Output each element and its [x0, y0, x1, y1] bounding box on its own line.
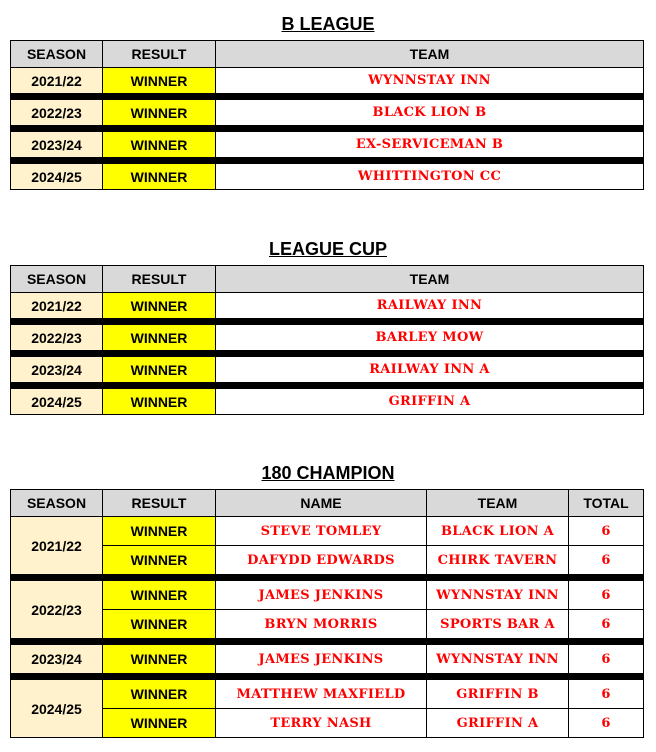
- team-cell: WYNNSTAY INN: [427, 581, 569, 610]
- table-row: [11, 357, 644, 383]
- total-cell: 6: [569, 680, 644, 709]
- team-cell: GRIFFIN A: [427, 709, 569, 738]
- result-cell: WINNER: [103, 293, 216, 319]
- season-cell: 2024/25: [11, 164, 103, 190]
- total-cell: 6: [569, 610, 644, 639]
- result-header: RESULT: [103, 490, 216, 517]
- name-header: NAME: [216, 490, 427, 517]
- season-cell: 2024/25: [11, 680, 103, 738]
- league-cup-title: LEAGUE CUP: [268, 239, 387, 259]
- name-cell: DAFYDD EDWARDS: [216, 546, 427, 575]
- table-row: [11, 517, 644, 546]
- table-row: [11, 389, 644, 415]
- season-cell: 2022/23: [11, 100, 103, 126]
- result-cell: WINNER: [103, 680, 216, 709]
- table-row: [11, 709, 644, 738]
- result-cell: WINNER: [103, 581, 216, 610]
- team-header: TEAM: [216, 41, 644, 68]
- team-cell: SPORTS BAR A: [427, 610, 569, 639]
- team-cell: CHIRK TAVERN: [427, 546, 569, 575]
- champion-180-table: [10, 489, 644, 738]
- team-cell: BLACK LION A: [427, 517, 569, 546]
- team-header: TEAM: [427, 490, 569, 517]
- team-cell: RAILWAY INN A: [216, 357, 644, 383]
- result-cell: WINNER: [103, 100, 216, 126]
- season-cell: 2023/24: [11, 132, 103, 158]
- team-cell: BLACK LION B: [216, 100, 644, 126]
- season-header: SEASON: [11, 266, 103, 293]
- name-cell: STEVE TOMLEY: [216, 517, 427, 546]
- season-cell: 2021/22: [11, 68, 103, 94]
- table-row: [11, 581, 644, 610]
- team-cell: WYNNSTAY INN: [427, 645, 569, 674]
- table-header-row: [11, 490, 644, 517]
- table-row: [11, 164, 644, 190]
- total-cell: 6: [569, 709, 644, 738]
- table-row: [11, 680, 644, 709]
- table-row: [11, 132, 644, 158]
- result-cell: WINNER: [103, 357, 216, 383]
- table-header-row: [11, 266, 644, 293]
- name-cell: TERRY NASH: [216, 709, 427, 738]
- table-header-row: [11, 41, 644, 68]
- result-header: RESULT: [103, 41, 216, 68]
- result-cell: WINNER: [103, 68, 216, 94]
- b-league-table: [10, 40, 644, 190]
- result-cell: WINNER: [103, 709, 216, 738]
- result-cell: WINNER: [103, 389, 216, 415]
- team-cell: BARLEY MOW: [216, 325, 644, 351]
- result-cell: WINNER: [103, 164, 216, 190]
- name-cell: JAMES JENKINS: [216, 645, 427, 674]
- result-cell: WINNER: [103, 610, 216, 639]
- name-cell: MATTHEW MAXFIELD: [216, 680, 427, 709]
- total-cell: 6: [569, 546, 644, 575]
- name-cell: BRYN MORRIS: [216, 610, 427, 639]
- table-row: [11, 325, 644, 351]
- table-row: [11, 645, 644, 674]
- result-cell: WINNER: [103, 132, 216, 158]
- total-cell: 6: [569, 645, 644, 674]
- season-cell: 2023/24: [11, 645, 103, 674]
- result-cell: WINNER: [103, 517, 216, 546]
- season-cell: 2022/23: [11, 325, 103, 351]
- team-cell: RAILWAY INN: [216, 293, 644, 319]
- name-cell: JAMES JENKINS: [216, 581, 427, 610]
- season-cell: 2023/24: [11, 357, 103, 383]
- season-header: SEASON: [11, 490, 103, 517]
- season-cell: 2021/22: [11, 293, 103, 319]
- team-cell: WYNNSTAY INN: [216, 68, 644, 94]
- table-row: [11, 293, 644, 319]
- result-cell: WINNER: [103, 645, 216, 674]
- total-cell: 6: [569, 581, 644, 610]
- team-cell: WHITTINGTON CC: [216, 164, 644, 190]
- season-header: SEASON: [11, 41, 103, 68]
- season-cell: 2024/25: [11, 389, 103, 415]
- table-row: [11, 546, 644, 575]
- result-header: RESULT: [103, 266, 216, 293]
- champion-180-title: 180 CHAMPION: [261, 463, 395, 483]
- result-cell: WINNER: [103, 325, 216, 351]
- league-cup-table: [10, 265, 644, 415]
- team-header: TEAM: [216, 266, 644, 293]
- b-league-title: B LEAGUE: [281, 14, 375, 34]
- team-cell: EX-SERVICEMAN B: [216, 132, 644, 158]
- table-row: [11, 68, 644, 94]
- table-row: [11, 610, 644, 639]
- season-cell: 2022/23: [11, 581, 103, 639]
- season-cell: 2021/22: [11, 517, 103, 575]
- result-cell: WINNER: [103, 546, 216, 575]
- team-cell: GRIFFIN A: [216, 389, 644, 415]
- total-header: TOTAL: [569, 490, 644, 517]
- total-cell: 6: [569, 517, 644, 546]
- table-row: [11, 100, 644, 126]
- team-cell: GRIFFIN B: [427, 680, 569, 709]
